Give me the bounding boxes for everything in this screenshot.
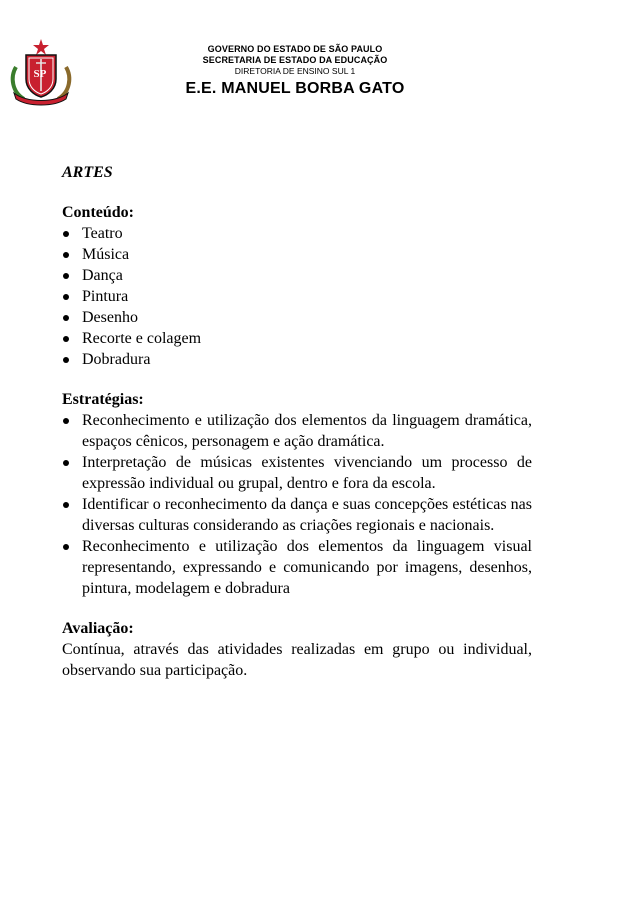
school-name: E.E. MANUEL BORBA GATO bbox=[185, 80, 405, 97]
list-item: Desenho bbox=[62, 307, 532, 328]
header-institution-block bbox=[150, 44, 440, 77]
list-item: Dança bbox=[62, 265, 532, 286]
list-item: Identificar o reconhecimento da dança e suas concepções estéticas nas diversas culturas considerando as criações regionais e nacionais. bbox=[62, 494, 532, 536]
list-item: Recorte e colagem bbox=[62, 328, 532, 349]
seal-letters: SP bbox=[33, 68, 47, 80]
conteudo-heading: Conteúdo: bbox=[62, 204, 135, 221]
list-item: Música bbox=[62, 244, 532, 265]
list-item: Dobradura bbox=[62, 349, 532, 370]
conteudo-list bbox=[62, 223, 532, 370]
subject-title: ARTES bbox=[62, 164, 113, 181]
avaliacao-text: Contínua, através das atividades realizadas em grupo ou individual, observando sua participação. bbox=[62, 641, 532, 679]
secretaria-line: SECRETARIA DE ESTADO DA EDUCAÇÃO bbox=[202, 55, 388, 65]
diretoria-line: DIRETORIA DE ENSINO SUL 1 bbox=[234, 66, 356, 76]
estrategias-heading: Estratégias: bbox=[62, 391, 144, 408]
estrategias-list bbox=[62, 410, 532, 599]
list-item: Interpretação de músicas existentes vivenciando um processo de expressão individual ou grupal, dentro e fora da escola. bbox=[62, 452, 532, 494]
list-item: Pintura bbox=[62, 286, 532, 307]
list-item: Reconhecimento e utilização dos elementos da linguagem visual representando, expressando e comunicando por imagens, desenhos, pintura, modelagem e dobradura bbox=[62, 536, 532, 599]
document-header bbox=[0, 0, 638, 120]
list-item: Teatro bbox=[62, 223, 532, 244]
avaliacao-heading: Avaliação: bbox=[62, 620, 134, 637]
government-line: GOVERNO DO ESTADO DE SÃO PAULO bbox=[207, 44, 383, 54]
sao-paulo-state-seal-icon bbox=[6, 37, 76, 107]
document-body bbox=[62, 162, 532, 681]
list-item: Reconhecimento e utilização dos elementos da linguagem dramática, espaços cênicos, personagem e ação dramática. bbox=[62, 410, 532, 452]
